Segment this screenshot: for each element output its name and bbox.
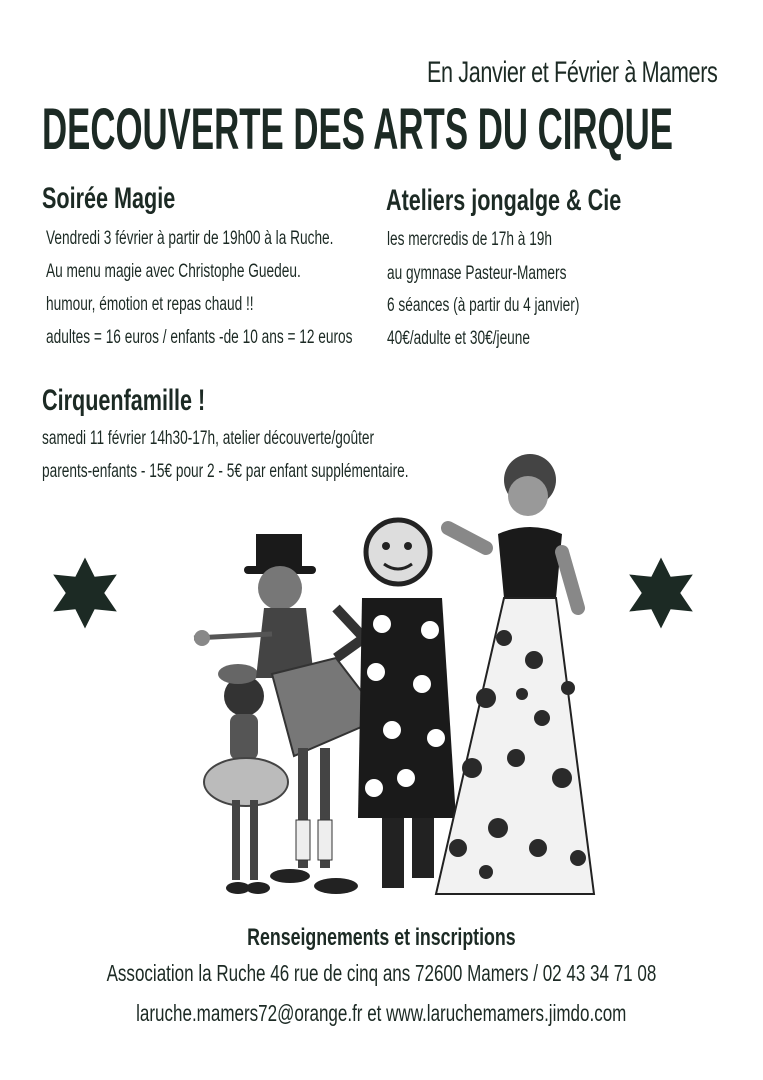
soiree-line: humour, émotion et repas chaud !!: [46, 294, 254, 315]
ateliers-line: 6 séances (à partir du 4 janvier): [387, 295, 580, 316]
event-title: DECOUVERTE DES ARTS DU CIRQUE: [42, 97, 673, 162]
six-point-star-icon: [48, 556, 122, 630]
soiree-line: Au menu magie avec Christophe Guedeu.: [46, 261, 301, 282]
ateliers-heading: Ateliers jongalge & Cie: [386, 184, 622, 217]
ateliers-line: les mercredis de 17h à 19h: [387, 229, 553, 250]
soiree-line: Vendredi 3 février à partir de 19h00 à la Ruche.: [46, 228, 334, 249]
soiree-line: adultes = 16 euros / enfants -de 10 ans = 12 euros: [46, 327, 353, 348]
six-point-star-icon: [624, 556, 698, 630]
footer-contact-text[interactable]: laruche.mamers72@orange.fr et www.laruchemamers.jimdo.com: [136, 1000, 627, 1026]
footer-heading: [0, 924, 763, 952]
woman-floral-dress-figure: [436, 454, 594, 894]
girl-top-hat-figure: [194, 534, 382, 894]
cirquenfamille-line: samedi 11 février 14h30-17h, atelier découverte/goûter: [42, 428, 375, 449]
footer-heading-text: Renseignements et inscriptions: [247, 924, 516, 951]
event-subtitle: En Janvier et Février à Mamers: [426, 56, 717, 89]
cirquenfamille-heading: Cirquenfamille !: [42, 384, 206, 417]
soiree-heading: Soirée Magie: [42, 182, 176, 215]
ateliers-line: 40€/adulte et 30€/jeune: [387, 328, 531, 349]
cirquenfamille-line: parents-enfants - 15€ pour 2 - 5€ par enfant supplémentaire.: [42, 461, 409, 482]
footer-address-text: Association la Ruche 46 rue de cinq ans 72600 Mamers / 02 43 34 71 08: [106, 960, 657, 986]
footer-address: [0, 960, 763, 987]
circus-performers-photo: [186, 448, 596, 918]
clown-figure: [358, 520, 456, 888]
footer-contact: [0, 1000, 763, 1027]
ateliers-line: au gymnase Pasteur-Mamers: [387, 263, 567, 284]
child-figure: [204, 664, 288, 894]
